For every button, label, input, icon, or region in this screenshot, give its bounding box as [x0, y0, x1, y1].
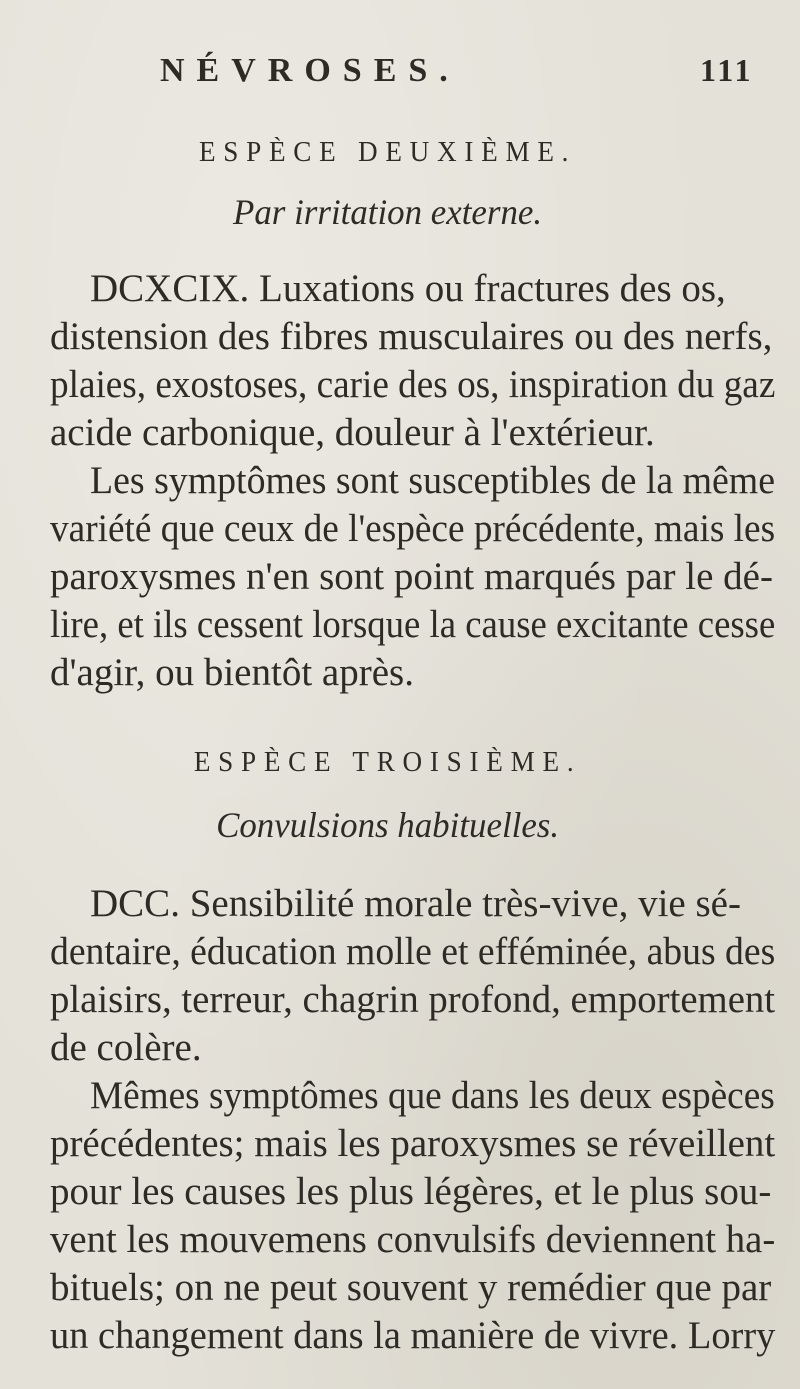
page-number: 111	[700, 52, 754, 88]
paragraph-line: DCC. Sensibilité morale très-vive, vie sé-	[90, 882, 741, 925]
species-heading-2: ESPÈCE DEUXIÈME.	[198, 137, 577, 168]
paragraph-line: acide carbonique, douleur à l'extérieur.	[50, 411, 655, 454]
running-head-title: NÉVROSES.	[160, 52, 460, 89]
paragraph-line: lire, et ils cessent lorsque la cause excitante cesse	[50, 603, 776, 646]
paragraph-line: de colère.	[50, 1026, 202, 1069]
paragraph-line: plaies, exostoses, carie des os, inspiration du gaz	[50, 363, 776, 406]
paragraph-line: un changement dans la manière de vivre. Lorry	[50, 1314, 776, 1357]
paragraph-line: variété que ceux de l'espèce précédente, mais les	[50, 507, 776, 550]
paragraph-line: pour les causes les plus légères, et le plus sou-	[50, 1170, 772, 1213]
section-subtitle-3: Convulsions habituelles.	[216, 805, 560, 845]
paragraph-line: précédentes; mais les paroxysmes se réveillent	[50, 1122, 776, 1165]
paragraph-line: paroxysmes n'en sont point marqués par le dé-	[50, 555, 773, 598]
section-subtitle-2: Par irritation externe.	[233, 192, 543, 232]
running-head	[0, 52, 800, 92]
paragraph-line: vent les mouvemens convulsifs deviennent ha-	[50, 1218, 776, 1261]
paragraph-line: d'agir, ou bientôt après.	[50, 651, 414, 694]
paragraph-line: Les symptômes sont susceptibles de la même	[90, 459, 776, 502]
paragraph-line: plaisirs, terreur, chagrin profond, emportement	[50, 978, 776, 1021]
paragraph-line: bituels; on ne peut souvent y remédier que par	[50, 1266, 772, 1309]
paragraph-line: distension des fibres musculaires ou des nerfs,	[50, 315, 773, 358]
paragraph-line: DCXCIX. Luxations ou fractures des os,	[90, 267, 726, 310]
paragraph-line: Mêmes symptômes que dans les deux espèces	[90, 1074, 775, 1117]
paragraph-line: dentaire, éducation molle et efféminée, abus des	[50, 930, 776, 973]
species-heading-3: ESPÈCE TROISIÈME.	[193, 747, 582, 778]
